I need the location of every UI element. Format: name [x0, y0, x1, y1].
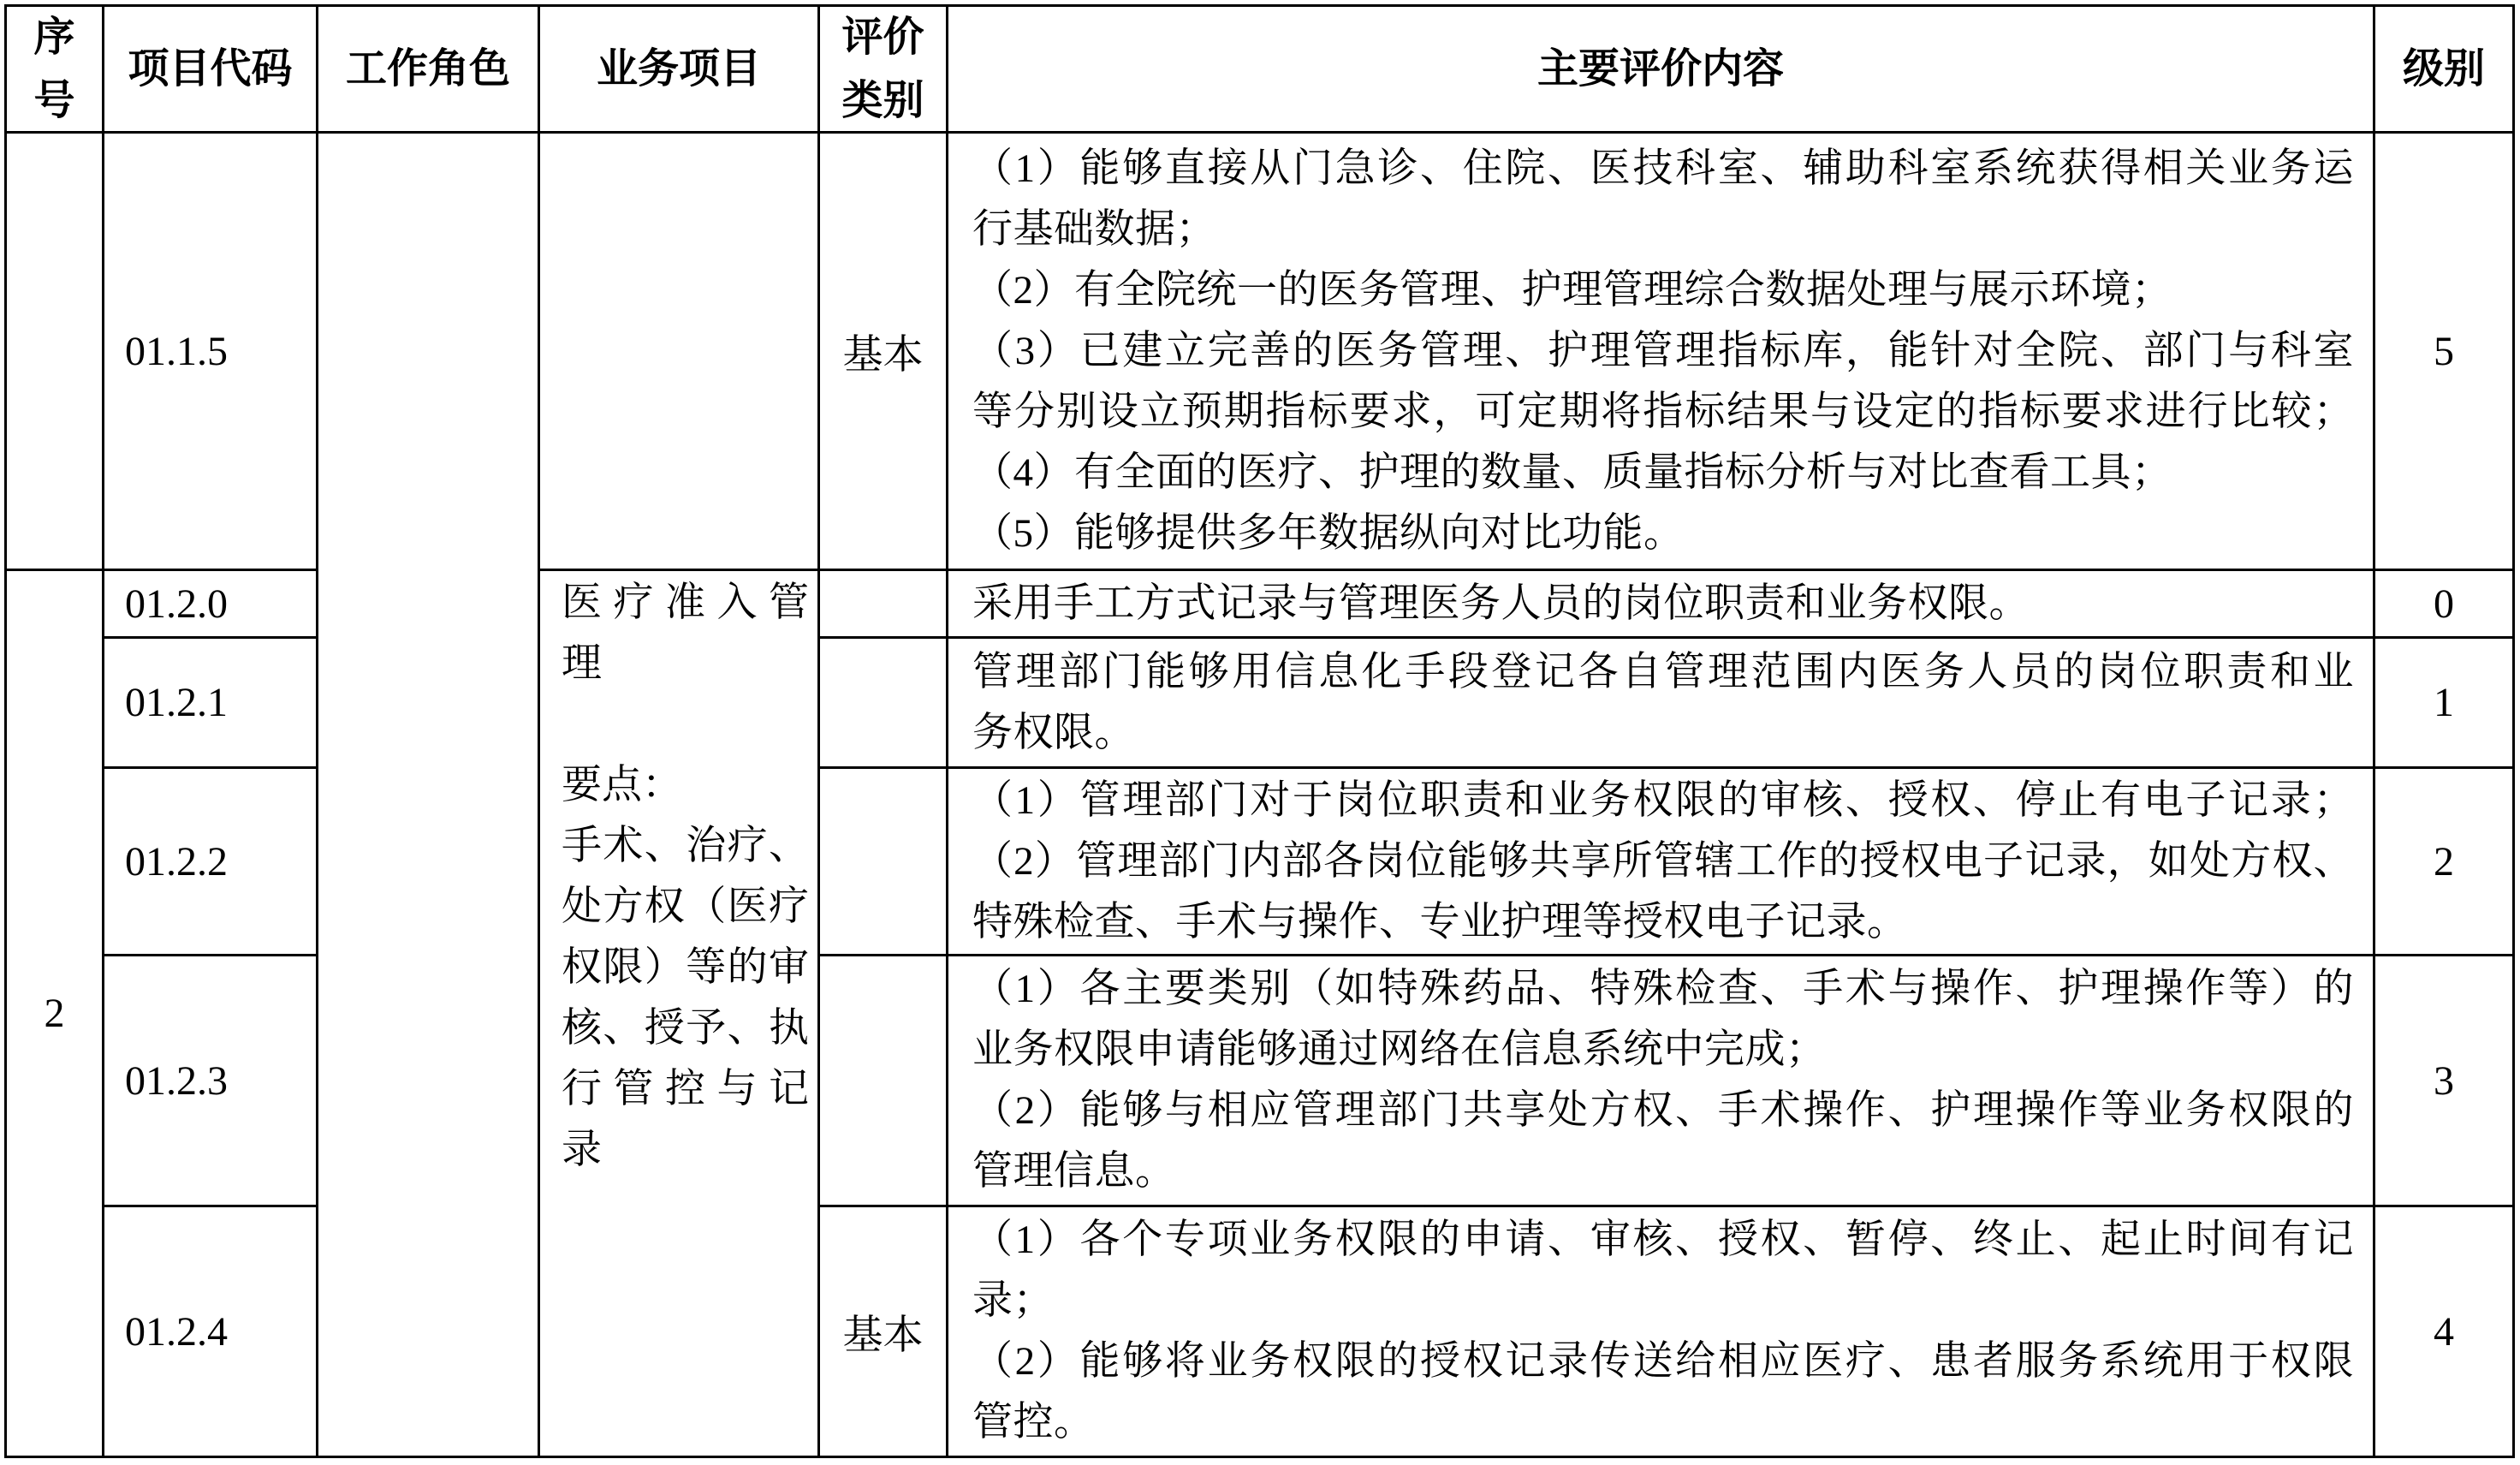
content-line: 管理信息。: [972, 1149, 1176, 1194]
cell-business-item: [540, 134, 820, 571]
header-code: [104, 7, 318, 134]
cell-eval-category: [820, 639, 948, 769]
content-line: 管理部门能够用信息化手段登记各自管理范围内医务人员的岗位职责和业: [972, 649, 2354, 694]
key-points-line: 录: [562, 1128, 602, 1172]
cell-code: 01.2.4: [104, 1207, 318, 1458]
cell-content: [948, 769, 2375, 956]
cell-level: 2: [2375, 769, 2515, 956]
cell-code: 01.1.5: [104, 134, 318, 571]
content-line: （1）能够直接从门急诊、住院、医技科室、辅助科室系统获得相关业务运: [972, 146, 2354, 191]
key-points-line: 处方权（医疗: [562, 884, 809, 929]
cell-level: 0: [2375, 571, 2515, 639]
header-main-content-label: 主要评价内容: [1536, 45, 1784, 92]
header-eval-category-label: 评价类别: [841, 14, 924, 123]
cell-role: [318, 134, 540, 1458]
content-line: （2）能够与相应管理部门共享处方权、手术操作、护理操作等业务权限的: [972, 1088, 2354, 1133]
cell-eval-category: [820, 571, 948, 639]
header-level-label: 级别: [2402, 45, 2485, 92]
cell-content: [948, 1207, 2375, 1458]
key-points-line: 手术、治疗、: [562, 824, 809, 868]
header-role-label: 工作角色: [345, 45, 510, 92]
content-line: （3）已建立完善的医务管理、护理管理指标库，能针对全院、部门与科室: [972, 328, 2354, 373]
content-line: （1）各个专项业务权限的申请、审核、授权、暂停、终止、起止时间有记: [972, 1218, 2354, 1262]
header-business-item: [540, 7, 820, 134]
content-line: 等分别设立预期指标要求，可定期将指标结果与设定的指标要求进行比较；: [972, 389, 2354, 434]
cell-content: [948, 134, 2375, 571]
cell-eval-category: 基本: [820, 1207, 948, 1458]
key-points-line: 权限）等的审: [562, 945, 809, 990]
cell-content: [948, 639, 2375, 769]
cell-level: 1: [2375, 639, 2515, 769]
header-seq: [7, 7, 104, 134]
cell-level: 5: [2375, 134, 2515, 571]
header-main-content: [948, 7, 2375, 134]
header-seq-label: 序号: [33, 14, 75, 123]
cell-business-item: [540, 571, 820, 1458]
header-role: [318, 7, 540, 134]
business-item-title-line: 医疗准入管: [562, 581, 809, 625]
header-business-item-label: 业务项目: [596, 45, 761, 92]
content-line: （4）有全面的医疗、护理的数量、质量指标分析与对比查看工具；: [972, 450, 2172, 495]
cell-code: 01.2.3: [104, 956, 318, 1207]
cell-seq: [7, 134, 104, 571]
content-line: 采用手工方式记录与管理医务人员的岗位职责和业务权限。: [972, 581, 2030, 626]
content-line: 业务权限申请能够通过网络在信息系统中完成；: [972, 1027, 1827, 1072]
cell-seq: 2: [7, 571, 104, 1458]
cell-eval-category: [820, 956, 948, 1207]
content-line: （1）各主要类别（如特殊药品、特殊检查、手术与操作、护理操作等）的: [972, 967, 2354, 1011]
content-line: （2）管理部门内部各岗位能够共享所管辖工作的授权电子记录，如处方权、: [972, 838, 2354, 884]
content-line: （2）能够将业务权限的授权记录传送给相应医疗、患者服务系统用于权限: [972, 1339, 2354, 1384]
content-line: 行基础数据；: [972, 206, 1216, 252]
content-line: （2）有全院统一的医务管理、护理管理综合数据处理与展示环境；: [972, 267, 2172, 313]
cell-code: 01.2.1: [104, 639, 318, 769]
cell-level: 3: [2375, 956, 2515, 1207]
cell-content: [948, 571, 2375, 639]
key-points-label: 要点：: [562, 763, 682, 807]
content-line: （1）管理部门对于岗位职责和业务权限的审核、授权、停止有电子记录；: [972, 777, 2354, 823]
business-item-title-line: 理: [562, 641, 602, 686]
cell-code: 01.2.2: [104, 769, 318, 956]
content-line: （5）能够提供多年数据纵向对比功能。: [972, 510, 1685, 556]
header-code-label: 项目代码: [128, 45, 293, 92]
key-points-line: 核、授予、执: [562, 1006, 809, 1051]
cell-level: 4: [2375, 1207, 2515, 1458]
header-level: [2375, 7, 2515, 134]
content-line: 特殊检查、手术与操作、专业护理等授权电子记录。: [972, 899, 1908, 944]
cell-eval-category: [820, 769, 948, 956]
business-item-spacer: [562, 694, 809, 755]
evaluation-table: [4, 4, 2515, 1458]
content-line: 务权限。: [972, 710, 1135, 755]
cell-code: 01.2.0: [104, 571, 318, 639]
header-eval-category: [820, 7, 948, 134]
key-points-line: 行管控与记: [562, 1067, 809, 1111]
cell-eval-category: 基本: [820, 134, 948, 571]
content-line: 管控。: [972, 1400, 1095, 1444]
cell-content: [948, 956, 2375, 1207]
content-line: 录；: [972, 1278, 1054, 1323]
